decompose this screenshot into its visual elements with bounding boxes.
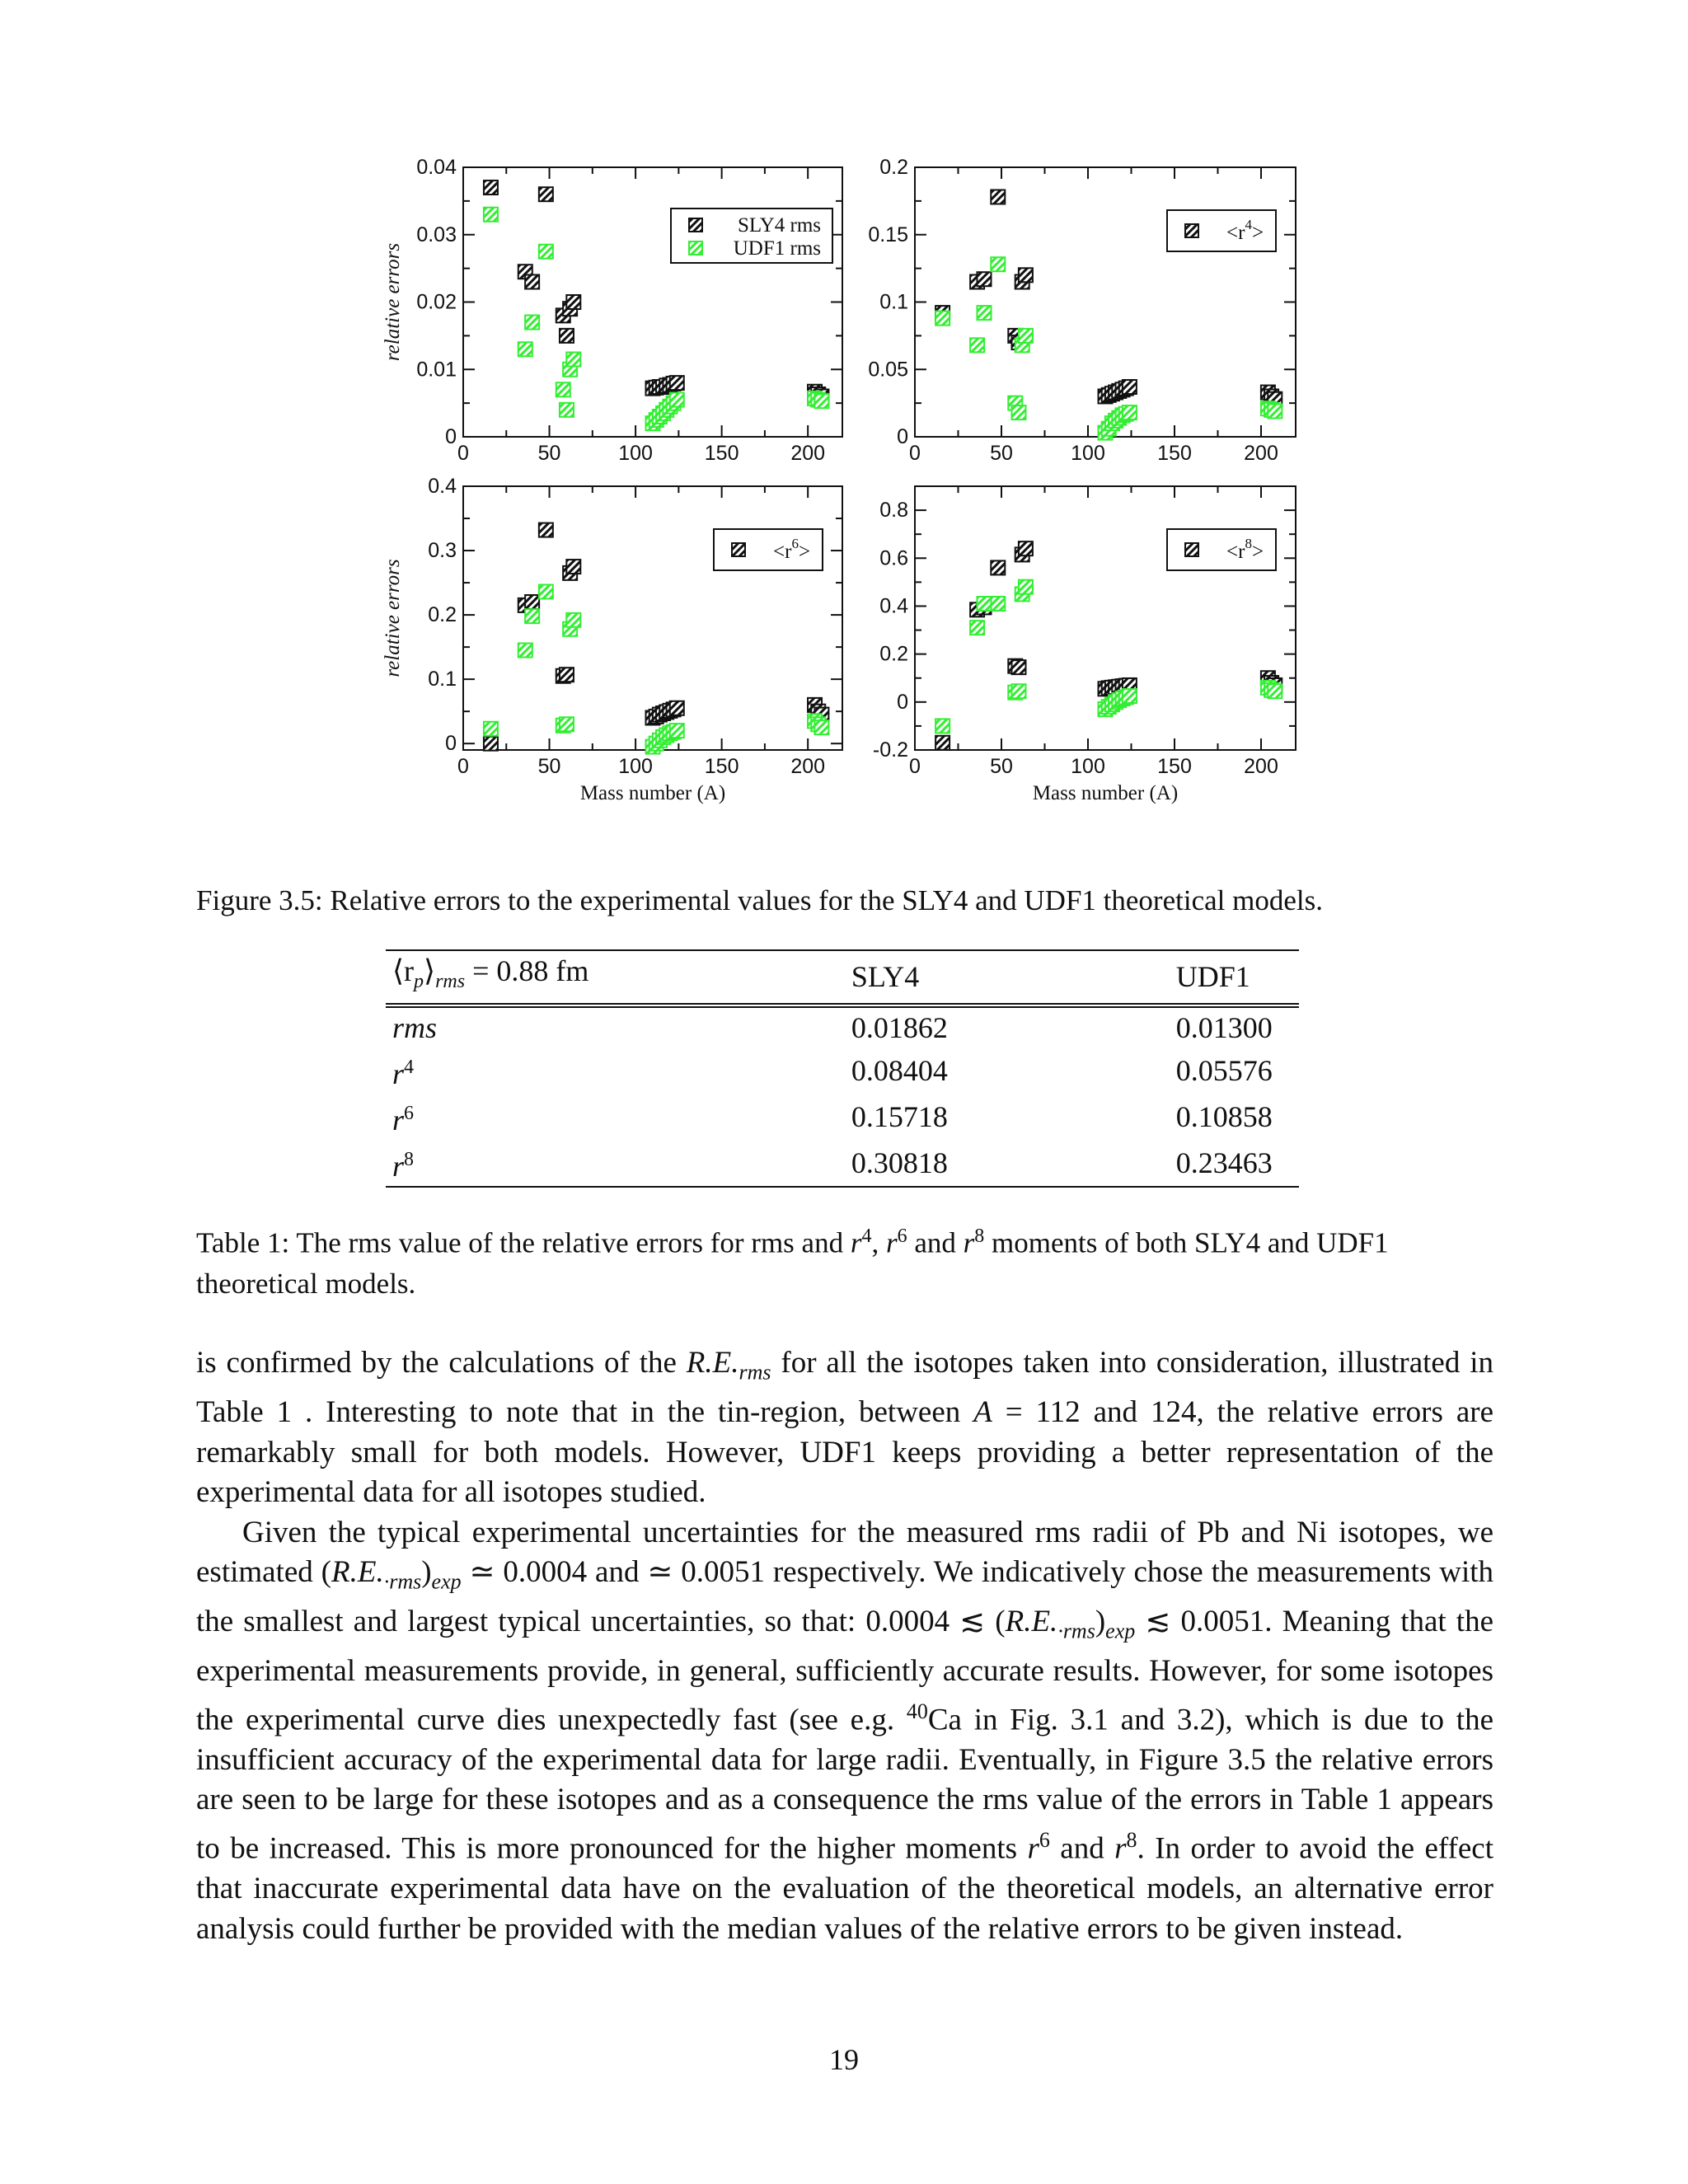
table-header-sly4: SLY4 xyxy=(845,950,1170,1005)
data-point-udf1 xyxy=(1019,580,1033,594)
legend-label: $<r^6>$ xyxy=(773,536,811,563)
y-tick-label: 0.4 xyxy=(879,594,908,618)
x-tick-label: 100 xyxy=(618,442,653,465)
paragraph-1: is confirmed by the calculations of the $R.E._{rms}$ for all the isotopes taken into consideration, illustrated in Table 1 . Interesting to note that in the tin-region, between A = 112 and 124, the relative errors are remarkably small for both models. However, UDF1 keeps providing a better representation of the experimental data for all isotopes studied. xyxy=(196,1346,1493,1510)
legend-label: UDF1 rms xyxy=(733,237,821,260)
y-tick-label: 0.03 xyxy=(416,223,457,246)
data-point-sly4 xyxy=(991,190,1005,204)
data-point-udf1 xyxy=(991,597,1005,611)
udf1-value: 0.01300 xyxy=(1175,1011,1273,1045)
y-tick-label: 0.15 xyxy=(868,223,908,246)
data-point-udf1 xyxy=(518,644,532,658)
sly4-value: 0.30818 xyxy=(845,1140,1170,1187)
body-text xyxy=(196,1343,1493,1949)
data-point-sly4 xyxy=(484,180,498,194)
data-point-sly4 xyxy=(935,736,950,750)
y-axis-label: relative errors xyxy=(382,242,404,362)
data-point-sly4 xyxy=(1123,380,1137,394)
data-point-sly4 xyxy=(560,668,574,682)
x-tick-label: 100 xyxy=(618,755,653,778)
x-tick-label: 0 xyxy=(909,442,921,465)
y-tick-label: 0 xyxy=(445,732,457,756)
x-axis-label: Mass number (A) xyxy=(1032,782,1179,804)
data-point-udf1 xyxy=(935,312,950,326)
table-row xyxy=(386,1047,1299,1094)
data-point-sly4 xyxy=(1019,541,1033,555)
y-tick-label: 0.2 xyxy=(428,603,457,627)
page-number: 19 xyxy=(829,2043,859,2076)
data-point-udf1 xyxy=(1123,405,1137,419)
data-point-udf1 xyxy=(525,316,539,330)
y-tick-label: 0 xyxy=(897,690,908,714)
data-point-sly4 xyxy=(670,376,684,390)
y-tick-label: 0.2 xyxy=(879,156,908,179)
data-point-udf1 xyxy=(525,609,539,623)
x-tick-label: 50 xyxy=(990,755,1013,778)
y-tick-label: 0.1 xyxy=(879,290,908,314)
x-tick-label: 100 xyxy=(1071,442,1105,465)
legend-label: $<r^8>$ xyxy=(1226,536,1264,563)
legend-marker xyxy=(1185,224,1198,237)
data-point-udf1 xyxy=(991,257,1005,271)
legend-label: SLY4 rms xyxy=(738,214,821,237)
data-point-sly4 xyxy=(539,187,553,201)
data-point-udf1 xyxy=(566,352,580,366)
y-axis-label: relative errors xyxy=(382,559,404,677)
data-point-udf1 xyxy=(484,208,498,222)
data-point-sly4 xyxy=(566,560,580,574)
data-point-udf1 xyxy=(1012,405,1026,419)
legend-marker xyxy=(689,218,702,232)
data-point-udf1 xyxy=(814,720,828,734)
legend-label: $<r^4>$ xyxy=(1226,217,1264,244)
table-header-row xyxy=(386,950,1299,1005)
x-tick-label: 0 xyxy=(457,442,469,465)
y-tick-label: 0.6 xyxy=(879,546,908,570)
x-tick-label: 200 xyxy=(1244,442,1278,465)
legend-marker xyxy=(689,241,702,255)
data-point-udf1 xyxy=(1019,329,1033,343)
udf1-value: 0.23463 xyxy=(1170,1140,1299,1187)
y-tick-label: 0.04 xyxy=(416,156,457,179)
x-tick-label: 150 xyxy=(1157,755,1192,778)
legend-marker xyxy=(732,543,745,556)
data-point-udf1 xyxy=(935,719,950,733)
y-tick-label: 0 xyxy=(445,425,457,448)
data-point-udf1 xyxy=(518,342,532,356)
data-point-udf1 xyxy=(670,393,684,407)
udf1-value: 0.05576 xyxy=(1175,1054,1273,1088)
data-point-sly4 xyxy=(525,595,539,609)
y-tick-label: 0 xyxy=(897,425,908,448)
legend-marker xyxy=(1185,543,1198,556)
x-tick-label: 100 xyxy=(1071,755,1105,778)
data-point-sly4 xyxy=(991,560,1005,574)
data-point-sly4 xyxy=(566,295,580,309)
data-point-sly4 xyxy=(539,523,553,537)
data-point-udf1 xyxy=(970,621,984,635)
udf1-value: 0.10858 xyxy=(1175,1100,1273,1134)
table-header-rp: $⟨r_p⟩_{rms} = 0.88$ fm xyxy=(386,950,845,1005)
row-label: $r^4$ xyxy=(392,1057,415,1091)
y-tick-label: 0.1 xyxy=(428,668,457,691)
y-tick-label: 0.01 xyxy=(416,358,457,382)
data-point-udf1 xyxy=(1123,689,1137,703)
y-tick-label: 0.8 xyxy=(879,499,908,523)
x-tick-label: 0 xyxy=(457,755,469,778)
data-point-udf1 xyxy=(814,394,828,408)
x-axis-label: Mass number (A) xyxy=(579,782,726,804)
data-point-udf1 xyxy=(539,245,553,259)
x-tick-label: 200 xyxy=(790,442,826,465)
x-tick-label: 150 xyxy=(1157,442,1192,465)
y-tick-label: 0.3 xyxy=(428,539,457,563)
table-header-udf1: UDF1 xyxy=(1170,950,1299,1005)
sly4-value: 0.15718 xyxy=(851,1100,948,1134)
data-point-sly4 xyxy=(978,272,992,286)
data-point-udf1 xyxy=(1268,404,1282,418)
y-tick-label: 0.2 xyxy=(879,642,908,666)
x-tick-label: 50 xyxy=(537,755,561,778)
y-tick-label: -0.2 xyxy=(872,738,908,762)
data-point-udf1 xyxy=(560,717,574,731)
table-caption: Table 1: The rms value of the relative errors for rms and $r^4$, $r^6$ and $r^8$ moments of both SLY4 and UDF1 theoretical models. xyxy=(196,1226,1389,1300)
data-point-udf1 xyxy=(978,597,992,611)
row-label: $r^8$ xyxy=(386,1140,845,1187)
data-point-udf1 xyxy=(978,306,992,320)
data-point-sly4 xyxy=(1012,660,1026,674)
data-point-sly4 xyxy=(670,701,684,715)
y-tick-label: 0.05 xyxy=(868,358,908,382)
x-tick-label: 0 xyxy=(909,755,921,778)
data-point-udf1 xyxy=(560,403,574,417)
sly4-value: 0.01862 xyxy=(851,1011,948,1045)
data-point-udf1 xyxy=(1012,684,1026,698)
x-tick-label: 200 xyxy=(1244,755,1278,778)
x-tick-label: 50 xyxy=(990,442,1013,465)
row-label: $r^6$ xyxy=(392,1103,415,1137)
x-tick-label: 50 xyxy=(537,442,561,465)
row-label: rms xyxy=(392,1011,438,1045)
figure-3-5 xyxy=(0,0,1688,832)
data-point-sly4 xyxy=(484,737,498,751)
x-tick-label: 150 xyxy=(704,442,739,465)
paragraph-2: Given the typical experimental uncertainties for the measured rms radii of Pb and Ni isotopes, we estimated $(R.E._{\cdot rms})_{exp}$ ≃ 0.0004 and ≃ 0.0051 respectively. We indicatively chose the measurements with the smallest and largest typical uncertainties, so that: 0.0004 ≲ $(R.E._{\cdot rms})_{exp}$ ≲ 0.0051. Meaning that the experimental measurements provide, in general, sufficiently accurate results. However, for some isotopes the experimental curve dies unexpectedly fast (see e.g. $^{40}$Ca in Fig. 3.1 and 3.2), which is due to the insufficient accuracy of the experimental data for large radii. Eventually, in Figure 3.5 the relative errors are seen to be large for these isotopes and as a consequence the rms value of the errors in Table 1 appears to be increased. This is more pronounced for the higher moments $r^6$ and $r^8$. In order to avoid the effect that inaccurate experimental data have on the evaluation of the theoretical models, an alternative error analysis could further be provided with the median values of the relative errors to be given instead. xyxy=(196,1515,1494,1946)
data-point-udf1 xyxy=(566,613,580,627)
data-point-udf1 xyxy=(970,338,984,352)
data-point-udf1 xyxy=(539,585,553,599)
data-point-udf1 xyxy=(670,724,684,738)
figure-caption: Figure 3.5: Relative errors to the experimental values for the SLY4 and UDF1 theoretical models. xyxy=(196,884,1323,916)
x-tick-label: 200 xyxy=(790,755,826,778)
table-row xyxy=(386,1094,1299,1140)
sly4-value: 0.08404 xyxy=(851,1054,948,1088)
x-tick-label: 150 xyxy=(704,755,739,778)
y-tick-label: 0.02 xyxy=(416,290,457,314)
data-point-sly4 xyxy=(525,274,539,288)
data-point-udf1 xyxy=(556,382,570,396)
y-tick-label: 0.4 xyxy=(428,475,457,498)
data-point-udf1 xyxy=(484,722,498,736)
data-point-udf1 xyxy=(1268,684,1282,698)
table-row xyxy=(386,1140,1299,1187)
data-point-sly4 xyxy=(1019,268,1033,282)
data-point-sly4 xyxy=(560,329,574,343)
results-table xyxy=(386,949,1299,1188)
table-row xyxy=(386,1005,1299,1047)
